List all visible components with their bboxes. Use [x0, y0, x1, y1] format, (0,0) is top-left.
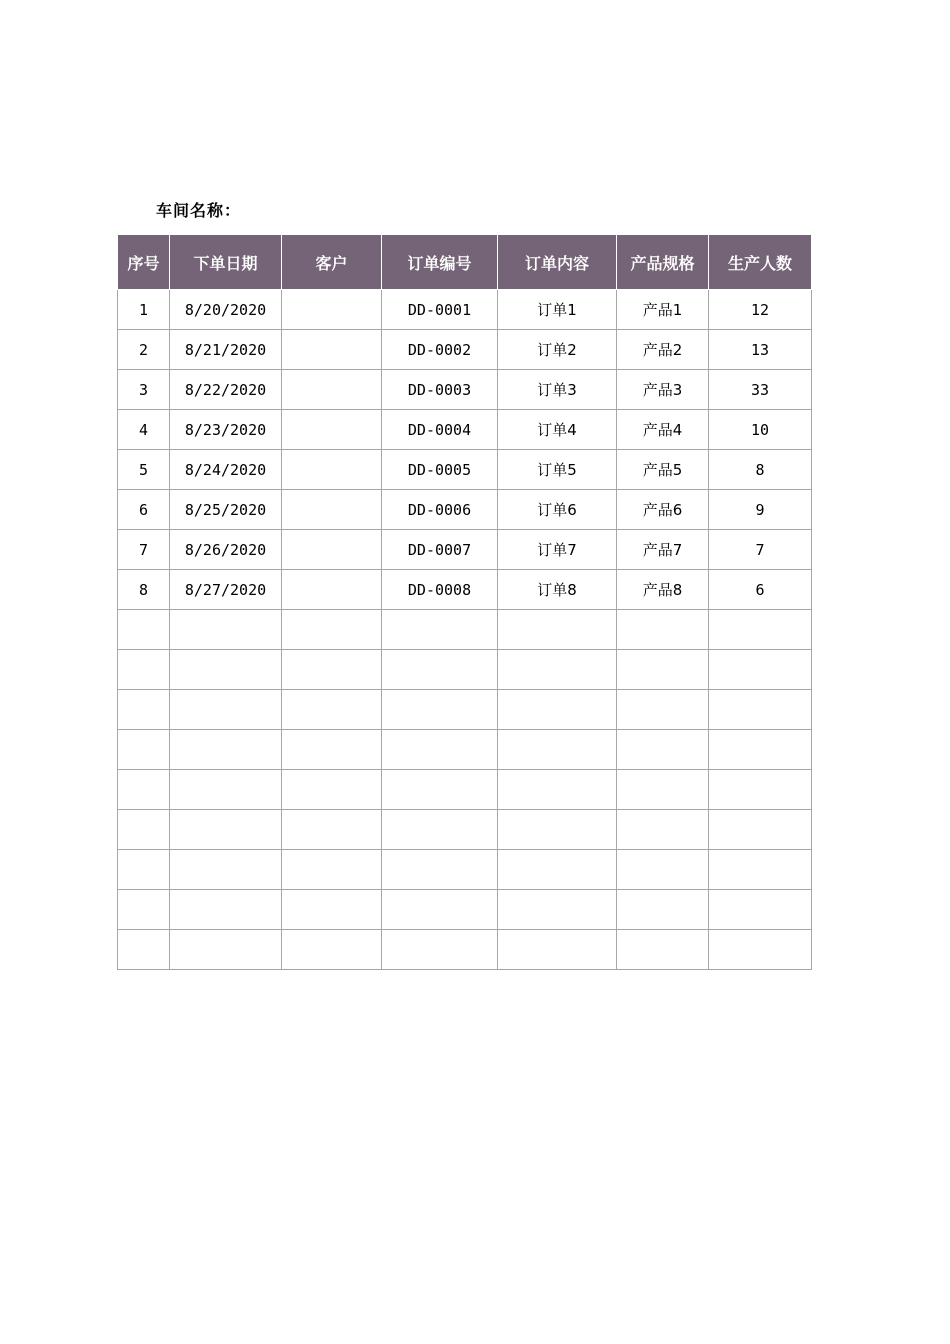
table-row: [118, 530, 812, 570]
cell-index: [118, 930, 170, 970]
cell-order-content: [498, 770, 617, 810]
cell-order-date: [170, 810, 282, 850]
cell-order-date: [170, 610, 282, 650]
cell-order-number: [382, 730, 498, 770]
cell-customer: [282, 330, 382, 370]
cell-worker-count: 10: [709, 410, 812, 450]
table-row: [118, 730, 812, 770]
cell-order-content: 订单1: [498, 290, 617, 330]
cell-order-number: DD-0006: [382, 490, 498, 530]
cell-index: [118, 610, 170, 650]
cell-customer: [282, 690, 382, 730]
cell-order-date: 8/20/2020: [170, 290, 282, 330]
table-row: [118, 810, 812, 850]
cell-index: [118, 690, 170, 730]
cell-customer: [282, 930, 382, 970]
cell-index: 6: [118, 490, 170, 530]
cell-index: [118, 770, 170, 810]
cell-customer: [282, 290, 382, 330]
table-body: [118, 290, 812, 970]
cell-product-spec: 产品8: [617, 570, 709, 610]
cell-customer: [282, 770, 382, 810]
table-row: [118, 410, 812, 450]
cell-order-number: DD-0003: [382, 370, 498, 410]
header-index: 序号: [118, 235, 170, 290]
cell-order-content: [498, 610, 617, 650]
cell-order-content: 订单2: [498, 330, 617, 370]
table-row: [118, 290, 812, 330]
cell-order-number: DD-0005: [382, 450, 498, 490]
cell-order-date: 8/22/2020: [170, 370, 282, 410]
cell-order-content: 订单6: [498, 490, 617, 530]
cell-index: 2: [118, 330, 170, 370]
header-worker-count: 生产人数: [709, 235, 812, 290]
header-product-spec: 产品规格: [617, 235, 709, 290]
cell-customer: [282, 610, 382, 650]
cell-product-spec: [617, 810, 709, 850]
cell-product-spec: [617, 930, 709, 970]
cell-index: [118, 730, 170, 770]
cell-product-spec: [617, 770, 709, 810]
cell-order-date: [170, 930, 282, 970]
cell-order-number: [382, 770, 498, 810]
cell-order-number: [382, 890, 498, 930]
cell-order-content: [498, 690, 617, 730]
cell-order-date: [170, 770, 282, 810]
cell-worker-count: 12: [709, 290, 812, 330]
table-row: [118, 850, 812, 890]
cell-worker-count: [709, 930, 812, 970]
cell-order-content: [498, 930, 617, 970]
cell-customer: [282, 450, 382, 490]
order-table: [117, 234, 812, 970]
cell-order-date: 8/23/2020: [170, 410, 282, 450]
workshop-name-label: 车间名称：: [156, 201, 242, 220]
cell-product-spec: 产品1: [617, 290, 709, 330]
cell-customer: [282, 530, 382, 570]
table-row: [118, 450, 812, 490]
cell-index: [118, 810, 170, 850]
cell-worker-count: [709, 650, 812, 690]
cell-order-number: [382, 850, 498, 890]
cell-customer: [282, 650, 382, 690]
header-order-content: 订单内容: [498, 235, 617, 290]
cell-worker-count: [709, 850, 812, 890]
cell-index: 4: [118, 410, 170, 450]
cell-order-date: [170, 730, 282, 770]
cell-order-content: 订单5: [498, 450, 617, 490]
header-customer: 客户: [282, 235, 382, 290]
cell-worker-count: [709, 890, 812, 930]
cell-customer: [282, 730, 382, 770]
cell-order-content: [498, 650, 617, 690]
cell-order-date: 8/27/2020: [170, 570, 282, 610]
cell-index: [118, 650, 170, 690]
table-row: [118, 930, 812, 970]
cell-product-spec: 产品6: [617, 490, 709, 530]
cell-order-content: 订单3: [498, 370, 617, 410]
cell-index: 5: [118, 450, 170, 490]
table-row: [118, 890, 812, 930]
cell-product-spec: [617, 730, 709, 770]
cell-product-spec: [617, 690, 709, 730]
table-row: [118, 370, 812, 410]
header-order-date: 下单日期: [170, 235, 282, 290]
table-row: [118, 570, 812, 610]
cell-order-number: [382, 930, 498, 970]
cell-index: 3: [118, 370, 170, 410]
cell-product-spec: [617, 850, 709, 890]
cell-product-spec: 产品3: [617, 370, 709, 410]
cell-worker-count: [709, 770, 812, 810]
cell-worker-count: 8: [709, 450, 812, 490]
cell-order-content: 订单4: [498, 410, 617, 450]
cell-worker-count: 9: [709, 490, 812, 530]
cell-product-spec: [617, 610, 709, 650]
table-row: [118, 690, 812, 730]
cell-customer: [282, 810, 382, 850]
table-row: [118, 610, 812, 650]
cell-order-content: 订单8: [498, 570, 617, 610]
cell-customer: [282, 850, 382, 890]
cell-worker-count: [709, 810, 812, 850]
cell-order-number: DD-0004: [382, 410, 498, 450]
cell-order-number: DD-0001: [382, 290, 498, 330]
cell-order-date: [170, 890, 282, 930]
table-row: [118, 330, 812, 370]
cell-customer: [282, 490, 382, 530]
cell-order-number: [382, 690, 498, 730]
cell-index: [118, 850, 170, 890]
cell-index: 1: [118, 290, 170, 330]
cell-worker-count: 7: [709, 530, 812, 570]
cell-worker-count: [709, 610, 812, 650]
cell-index: 8: [118, 570, 170, 610]
cell-customer: [282, 890, 382, 930]
cell-product-spec: 产品4: [617, 410, 709, 450]
cell-order-date: 8/25/2020: [170, 490, 282, 530]
cell-product-spec: [617, 890, 709, 930]
cell-order-date: [170, 850, 282, 890]
cell-product-spec: 产品5: [617, 450, 709, 490]
cell-product-spec: 产品2: [617, 330, 709, 370]
cell-worker-count: 13: [709, 330, 812, 370]
table-row: [118, 770, 812, 810]
header-order-number: 订单编号: [382, 235, 498, 290]
cell-order-date: [170, 650, 282, 690]
table-header-row: [118, 235, 812, 290]
cell-order-number: DD-0008: [382, 570, 498, 610]
cell-order-date: 8/26/2020: [170, 530, 282, 570]
cell-order-date: [170, 690, 282, 730]
cell-index: [118, 890, 170, 930]
cell-order-content: [498, 730, 617, 770]
table-row: [118, 650, 812, 690]
cell-product-spec: 产品7: [617, 530, 709, 570]
cell-order-content: 订单7: [498, 530, 617, 570]
cell-worker-count: [709, 730, 812, 770]
cell-order-date: 8/24/2020: [170, 450, 282, 490]
cell-worker-count: [709, 690, 812, 730]
cell-order-number: [382, 610, 498, 650]
cell-order-number: [382, 810, 498, 850]
cell-order-number: [382, 650, 498, 690]
cell-order-content: [498, 810, 617, 850]
cell-customer: [282, 370, 382, 410]
cell-order-number: DD-0002: [382, 330, 498, 370]
cell-order-number: DD-0007: [382, 530, 498, 570]
cell-index: 7: [118, 530, 170, 570]
cell-product-spec: [617, 650, 709, 690]
cell-order-content: [498, 890, 617, 930]
cell-customer: [282, 410, 382, 450]
cell-order-content: [498, 850, 617, 890]
cell-customer: [282, 570, 382, 610]
cell-worker-count: 33: [709, 370, 812, 410]
cell-order-date: 8/21/2020: [170, 330, 282, 370]
cell-worker-count: 6: [709, 570, 812, 610]
table-row: [118, 490, 812, 530]
